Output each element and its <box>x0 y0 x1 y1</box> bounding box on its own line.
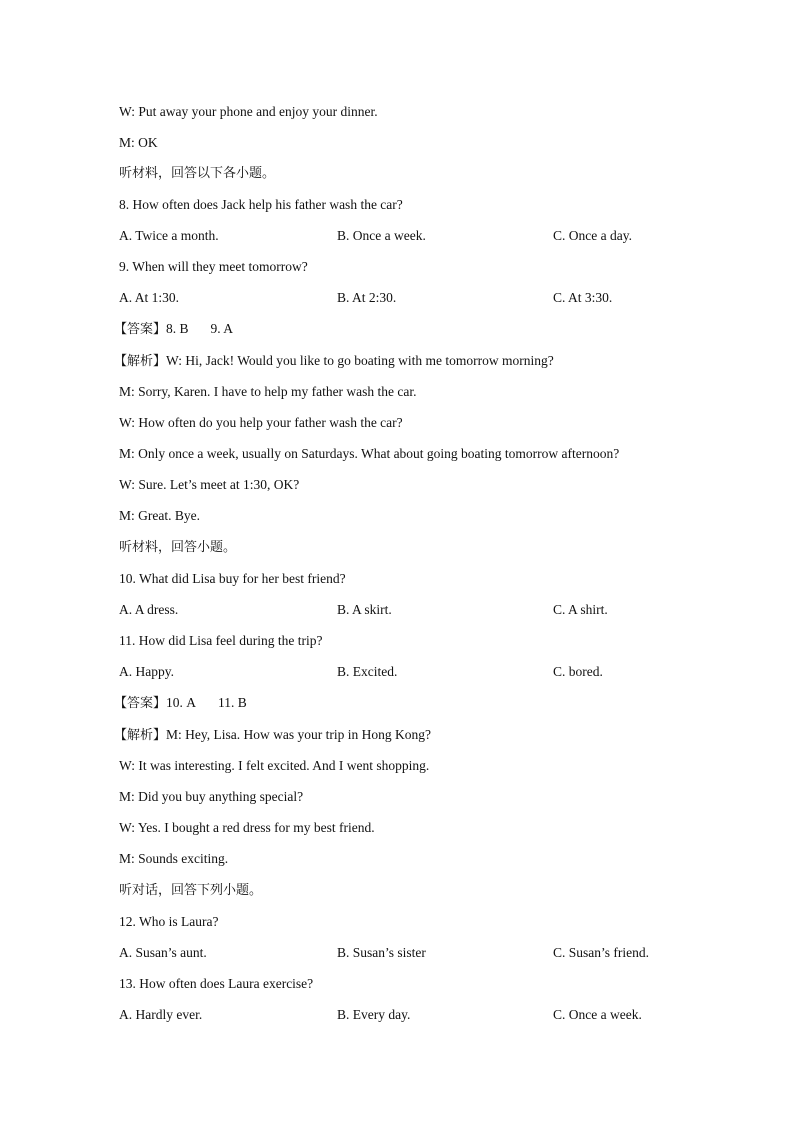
explanation-tag: 【解析】 <box>114 728 167 743</box>
q8-option-c: C. Once a day. <box>553 228 632 243</box>
dialogue-line: W: How often do you help your father wash the car? <box>119 415 403 430</box>
dialogue-line: M: Sorry, Karen. I have to help my father wash the car. <box>119 384 417 399</box>
section-instruction: 听对话，回答下列小题。 <box>119 883 263 898</box>
answer-line-1 <box>114 320 233 339</box>
q10-option-c: C. A shirt. <box>553 602 608 617</box>
q13-option-a: A. Hardly ever. <box>119 1007 203 1022</box>
q13-option-c: C. Once a week. <box>553 1007 642 1022</box>
dialogue-line: W: It was interesting. I felt excited. And I went shopping. <box>119 758 430 773</box>
q8-option-b: B. Once a week. <box>337 228 426 243</box>
dialogue-line: W: Sure. Let’s meet at 1:30, OK? <box>119 477 300 492</box>
q10-option-a: A. A dress. <box>119 602 179 617</box>
dialogue-line: M: OK <box>119 135 158 150</box>
question-8: 8. How often does Jack help his father wash the car? <box>119 197 403 212</box>
q11-option-a: A. Happy. <box>119 664 174 679</box>
question-13: 13. How often does Laura exercise? <box>119 976 314 991</box>
explanation-text: W: Hi, Jack! Would you like to go boating with me tomorrow morning? <box>166 353 554 368</box>
q12-option-a: A. Susan’s aunt. <box>119 945 207 960</box>
q11-option-b: B. Excited. <box>337 664 398 679</box>
question-12: 12. Who is Laura? <box>119 914 219 929</box>
question-9: 9. When will they meet tomorrow? <box>119 259 308 274</box>
answer-value: 11. B <box>218 695 247 710</box>
dialogue-line: M: Only once a week, usually on Saturdays. What about going boating tomorrow afternoon? <box>119 446 620 461</box>
q13-option-b: B. Every day. <box>337 1007 411 1022</box>
dialogue-line: W: Put away your phone and enjoy your dinner. <box>119 104 378 119</box>
q9-option-c: C. At 3:30. <box>553 290 613 305</box>
q12-option-c: C. Susan’s friend. <box>553 945 649 960</box>
q12-option-b: B. Susan’s sister <box>337 945 426 960</box>
q8-option-a: A. Twice a month. <box>119 228 219 243</box>
answer-tag: 【答案】 <box>114 322 167 337</box>
explanation-line-2 <box>114 726 431 745</box>
question-11: 11. How did Lisa feel during the trip? <box>119 633 323 648</box>
dialogue-line: W: Yes. I bought a red dress for my best friend. <box>119 820 375 835</box>
explanation-tag: 【解析】 <box>114 354 167 369</box>
section-instruction: 听材料，回答小题。 <box>119 540 237 555</box>
answer-value: 8. B <box>166 321 189 336</box>
section-instruction: 听材料，回答以下各小题。 <box>119 166 276 181</box>
q9-option-a: A. At 1:30. <box>119 290 180 305</box>
dialogue-line: M: Sounds exciting. <box>119 851 229 866</box>
explanation-text: M: Hey, Lisa. How was your trip in Hong Kong? <box>166 727 431 742</box>
q9-option-b: B. At 2:30. <box>337 290 397 305</box>
explanation-line-1 <box>114 352 554 371</box>
answer-value: 10. A <box>166 695 197 710</box>
answer-tag: 【答案】 <box>114 696 167 711</box>
question-10: 10. What did Lisa buy for her best friend? <box>119 571 346 586</box>
q11-option-c: C. bored. <box>553 664 603 679</box>
answer-value: 9. A <box>210 321 234 336</box>
dialogue-line: M: Great. Bye. <box>119 508 200 523</box>
dialogue-line: M: Did you buy anything special? <box>119 789 304 804</box>
q10-option-b: B. A skirt. <box>337 602 392 617</box>
answer-line-2 <box>114 694 247 713</box>
